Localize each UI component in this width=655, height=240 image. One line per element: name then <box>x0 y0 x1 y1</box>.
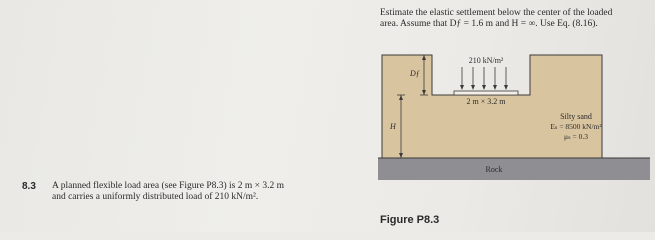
rock-label: Rock <box>485 165 503 174</box>
soil-poisson-label: μₛ = 0.3 <box>564 132 588 141</box>
load-label: 210 kN/m² <box>468 56 504 65</box>
problem-line-1: A planned flexible load area (see Figure P8.3) is 2 m × 3.2 m <box>52 181 284 191</box>
load-arrowheads <box>460 85 508 90</box>
footing <box>454 91 518 95</box>
problem-intro-text <box>380 8 650 30</box>
rock-layer <box>378 158 650 180</box>
intro-line-1: Estimate the elastic settlement below the center of the loaded <box>380 8 613 18</box>
soil-name-label: Silty sand <box>560 112 592 121</box>
figure-p8-3 <box>370 45 655 185</box>
settlement-diagram <box>370 45 655 185</box>
problem-number: 8.3 <box>22 181 36 192</box>
depth-label: Dƒ <box>410 69 420 78</box>
problem-line-2: and carries a uniformly distributed load of 210 kN/m². <box>52 192 259 202</box>
figure-caption: Figure P8.3 <box>380 214 440 226</box>
thickness-label: H <box>390 122 396 131</box>
problem-statement <box>52 181 362 203</box>
soil-modulus-label: Eₛ = 8500 kN/m² <box>550 122 602 131</box>
intro-line-2: area. Assume that Dƒ = 1.6 m and H = ∞. Use Eq. (8.16). <box>380 19 598 29</box>
footing-size-label: 2 m × 3.2 m <box>466 97 506 106</box>
